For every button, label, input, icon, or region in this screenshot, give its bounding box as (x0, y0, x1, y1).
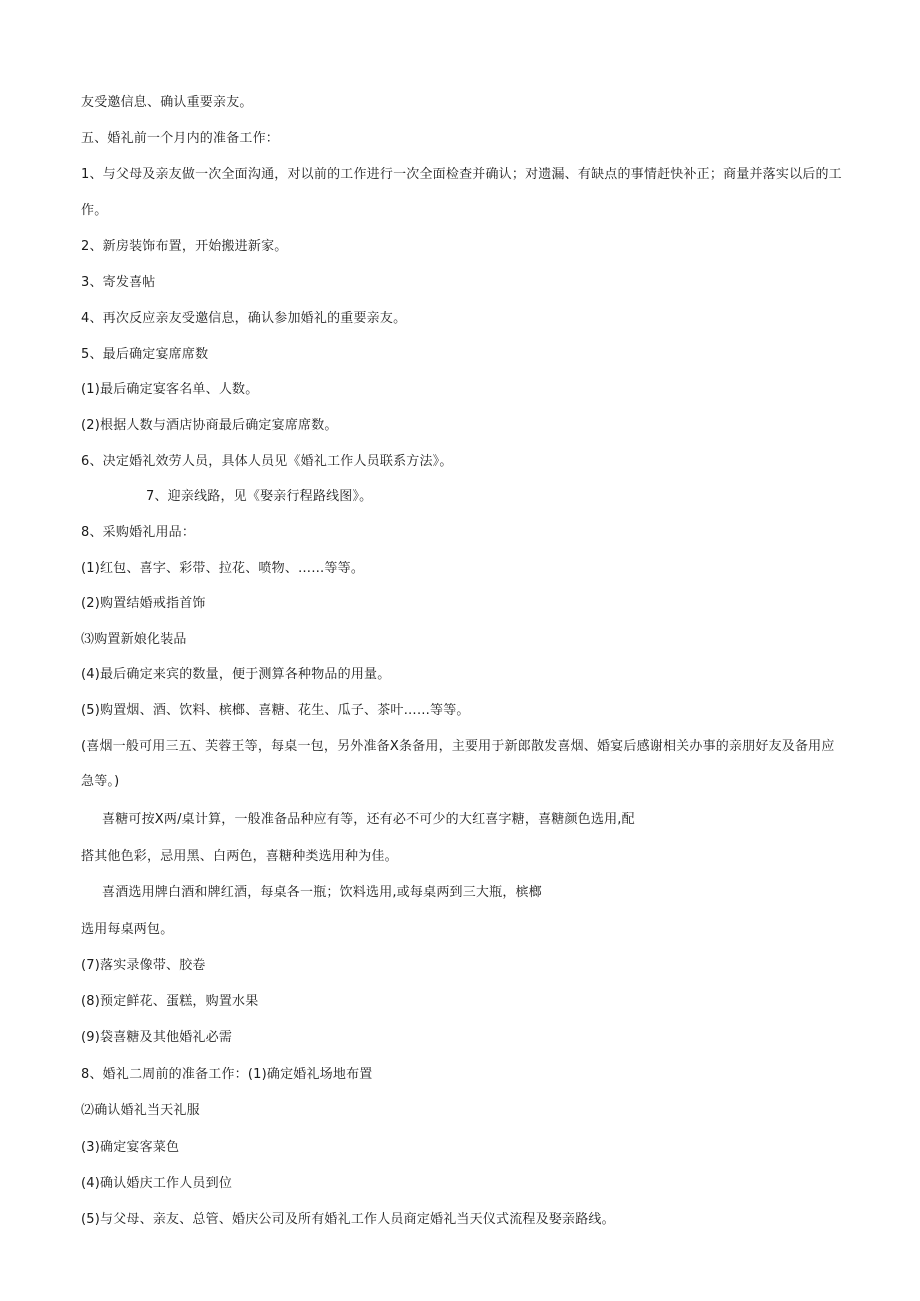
text-line: (5)与父母、亲友、总管、婚庆公司及所有婚礼工作人员商定婚礼当天仪式流程及娶亲路线。 (81, 1212, 615, 1227)
text-line: 喜酒选用牌白酒和牌红酒，每桌各一瓶；饮料选用,或每桌两到三大瓶，槟榔 (102, 885, 542, 900)
text-line: 7、迎亲线路，见《娶亲行程路线图》。 (146, 489, 373, 504)
text-line: 喜糖可按X两/桌计算，一般准备品种应有等，还有必不可少的大红喜字糖，喜糖颜色选用,配 (102, 812, 635, 827)
text-line: (7)落实录像带、胶卷 (81, 958, 206, 973)
text-line: 3、寄发喜帖 (81, 275, 156, 290)
text-line: (3)确定宴客菜色 (81, 1140, 180, 1155)
text-line: (2)根据人数与酒店协商最后确定宴席席数。 (81, 418, 338, 433)
text-line: ⑵确认婚礼当天礼服 (81, 1103, 200, 1118)
text-line: 6、决定婚礼效劳人员，具体人员见《婚礼工作人员联系方法》。 (81, 454, 453, 469)
text-line: 8、婚礼二周前的准备工作：(1)确定婚礼场地布置 (81, 1067, 373, 1082)
text-line: 8、采购婚礼用品： (81, 525, 196, 540)
text-line: (9)袋喜糖及其他婚礼必需 (81, 1030, 233, 1045)
text-line: (5)购置烟、酒、饮料、槟榔、喜糖、花生、瓜子、茶叶……等等。 (81, 703, 470, 718)
text-line: 5、最后确定宴席席数 (81, 347, 209, 362)
text-line: (2)购置结婚戒指首饰 (81, 596, 206, 611)
text-line: 4、再次反应亲友受邀信息，确认参加婚礼的重要亲友。 (81, 311, 407, 326)
text-line: (1)红包、喜字、彩带、拉花、喷物、……等等。 (81, 561, 365, 576)
text-line: (1)最后确定宴客名单、人数。 (81, 382, 259, 397)
text-line: (4)确认婚庆工作人员到位 (81, 1176, 233, 1191)
text-line: 急等。) (81, 774, 120, 789)
text-line: ⑶购置新娘化装品 (81, 632, 187, 647)
text-line: 1、与父母及亲友做一次全面沟通，对以前的工作进行一次全面检查并确认；对遗漏、有缺点的事情赶快补正；商量并落实以后的工 (81, 167, 842, 182)
text-line: 搭其他色彩，忌用黑、白两色，喜糖种类选用种为佳。 (81, 849, 398, 864)
text-line: 作。 (81, 203, 108, 218)
text-line: (4)最后确定来宾的数量，便于测算各种物品的用量。 (81, 667, 391, 682)
text-line: 选用每桌两包。 (81, 922, 174, 937)
section-heading: 五、婚礼前一个月内的准备工作： (81, 131, 280, 146)
text-line: 2、新房装饰布置，开始搬进新家。 (81, 239, 288, 254)
text-line: (8)预定鲜花、蛋糕，购置水果 (81, 994, 259, 1009)
text-line: 友受邀信息、确认重要亲友。 (81, 95, 253, 110)
text-line: (喜烟一般可用三五、芙蓉王等，每桌一包，另外准备X条备用，主要用于新郎散发喜烟、婚宴后感谢相关办事的亲朋好友及备用应 (81, 739, 835, 754)
